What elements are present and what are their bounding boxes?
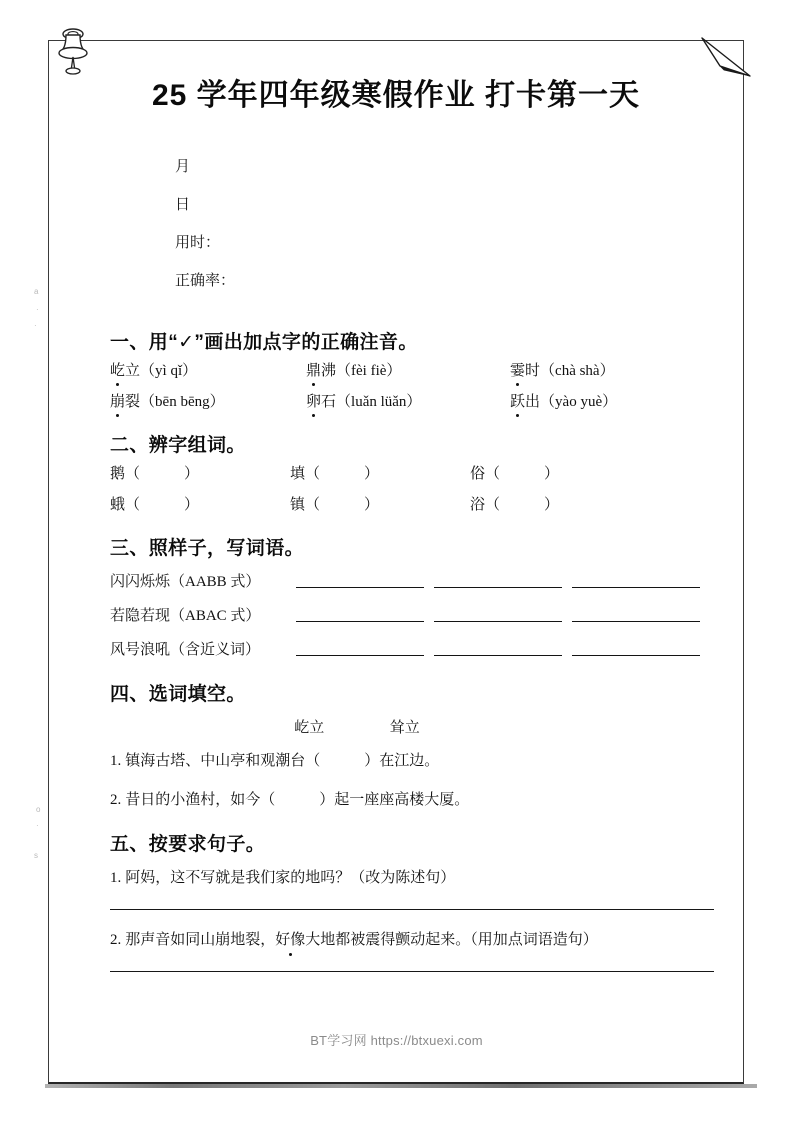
pinyin-item[interactable] (306, 364, 510, 379)
base-character: 俗 (470, 466, 486, 482)
scan-artifact: o (36, 805, 41, 814)
rewrite-item (48, 866, 744, 887)
pattern-word-row (48, 570, 744, 591)
paren-open: （ (485, 466, 501, 482)
word-bank (48, 716, 744, 737)
paren-close: ） (364, 497, 380, 513)
pushpin-icon (52, 26, 98, 84)
paren-open: （ (305, 466, 321, 482)
character-word-item[interactable] (470, 498, 559, 513)
scan-artifact: · (36, 821, 40, 830)
pinyin-options: （chà shà） (540, 363, 615, 379)
pinyin-row (48, 364, 744, 379)
word-rest: 立 (125, 363, 141, 379)
section-heading-1: 一、用“✓”画出加点字的正确注音。 (110, 332, 418, 353)
base-character: 镇 (290, 497, 306, 513)
character-word-item[interactable] (110, 467, 290, 482)
pinyin-item[interactable] (510, 395, 617, 410)
cloze-item (48, 749, 744, 770)
base-character: 填 (290, 466, 306, 482)
pinyin-options: （yì qǐ） (140, 363, 198, 379)
word-bank-option[interactable]: 耸立 (389, 720, 420, 736)
pinyin-item[interactable] (510, 364, 615, 379)
scan-artifact: · (34, 321, 38, 330)
character-word-item[interactable] (470, 467, 559, 482)
answer-blank[interactable] (434, 655, 562, 656)
month-label: 月 (175, 159, 191, 175)
pinyin-options: （fèi fiè） (336, 363, 402, 379)
word-rest: 裂 (125, 394, 141, 410)
answer-blank[interactable] (572, 587, 700, 588)
word-bank-option[interactable]: 屹立 (294, 720, 325, 736)
paren-open: （ (485, 497, 501, 513)
base-character: 鹅 (110, 466, 126, 482)
word-rest: 沸 (321, 363, 337, 379)
pattern-word-row (48, 638, 744, 659)
section-heading-3: 三、照样子，写词语。 (110, 538, 305, 559)
item-text-after: ）在江边。 (364, 753, 440, 769)
base-character: 蛾 (110, 497, 126, 513)
character-word-row (48, 467, 744, 482)
pinyin-row (48, 395, 744, 410)
section-heading-4: 四、选词填空。 (110, 684, 246, 705)
day-label: 日 (175, 197, 191, 213)
page-fold-icon (700, 36, 754, 82)
pattern-label: 若隐若现（ABAC 式） (110, 608, 261, 624)
item-text-part1: 那声音如同山崩地裂， (125, 932, 276, 948)
word-rest: 出 (525, 394, 541, 410)
base-character: 浴 (470, 497, 486, 513)
answer-line[interactable] (110, 909, 714, 910)
dotted-character: 跃 (510, 394, 526, 410)
item-text-before: 昔日的小渔村，如今（ (125, 792, 276, 808)
word-rest: 石 (321, 394, 337, 410)
accuracy-label: 正确率： (175, 273, 236, 289)
item-text-after: ）起一座座高楼大厦。 (319, 792, 470, 808)
pinyin-item[interactable] (110, 364, 306, 379)
answer-blank[interactable] (296, 621, 424, 622)
item-number: 2. (110, 932, 122, 948)
dotted-character: 霎 (510, 363, 526, 379)
scan-artifact: a (34, 287, 39, 296)
paren-close: ） (364, 466, 380, 482)
character-word-item[interactable] (290, 498, 470, 513)
paren-close: ） (544, 466, 560, 482)
pinyin-item[interactable] (306, 395, 510, 410)
paren-open: （ (305, 497, 321, 513)
dotted-word: 好像 (275, 928, 305, 949)
pinyin-options: （yào yuè） (540, 394, 618, 410)
pinyin-options: （luǎn lüǎn） (336, 394, 422, 410)
character-word-row (48, 498, 744, 513)
item-text: 阿妈，这不写就是我们家的地吗？（改为陈述句） (125, 870, 456, 886)
answer-blank[interactable] (296, 587, 424, 588)
paren-close: ） (544, 497, 560, 513)
scan-artifact: · (36, 305, 40, 314)
dotted-character: 崩 (110, 394, 126, 410)
cloze-item (48, 788, 744, 809)
dotted-character: 屹 (110, 363, 126, 379)
answer-blank[interactable] (434, 621, 562, 622)
answer-blank[interactable] (572, 621, 700, 622)
paren-open: （ (125, 497, 141, 513)
character-word-item[interactable] (290, 467, 470, 482)
pattern-word-row (48, 604, 744, 625)
item-text-part2: 大地都被震得颤动起来。（用加点词语造句） (305, 932, 598, 948)
pinyin-item[interactable] (110, 395, 306, 410)
item-number: 1. (110, 870, 122, 886)
dotted-character: 鼎 (306, 363, 322, 379)
meta-row (48, 138, 744, 307)
answer-blank[interactable] (572, 655, 700, 656)
pinyin-options: （bēn bēng） (140, 394, 225, 410)
answer-line[interactable] (110, 971, 714, 972)
pattern-label: 闪闪烁烁（AABB 式） (110, 574, 261, 590)
scan-artifact: s (34, 851, 39, 860)
answer-blank[interactable] (434, 587, 562, 588)
answer-blank[interactable] (296, 655, 424, 656)
item-number: 1. (110, 753, 122, 769)
dotted-character: 卵 (306, 394, 322, 410)
item-text-before: 镇海古塔、中山亭和观潮台（ (125, 753, 321, 769)
paren-close: ） (184, 497, 200, 513)
pattern-label: 风号浪吼（含近义词） (110, 642, 261, 658)
item-number: 2. (110, 792, 122, 808)
paren-open: （ (125, 466, 141, 482)
section-heading-5: 五、按要求句子。 (110, 834, 266, 855)
paren-close: ） (184, 466, 200, 482)
page-title: 25 学年四年级寒假作业 打卡第一天 (151, 79, 641, 112)
character-word-item[interactable] (110, 498, 290, 513)
footer-watermark: BT学习网 https://btxuexi.com (310, 1033, 483, 1048)
rewrite-item (48, 928, 744, 949)
word-rest: 时 (525, 363, 541, 379)
section-heading-2: 二、辨字组词。 (110, 435, 246, 456)
time-used-label: 用时： (175, 235, 221, 251)
